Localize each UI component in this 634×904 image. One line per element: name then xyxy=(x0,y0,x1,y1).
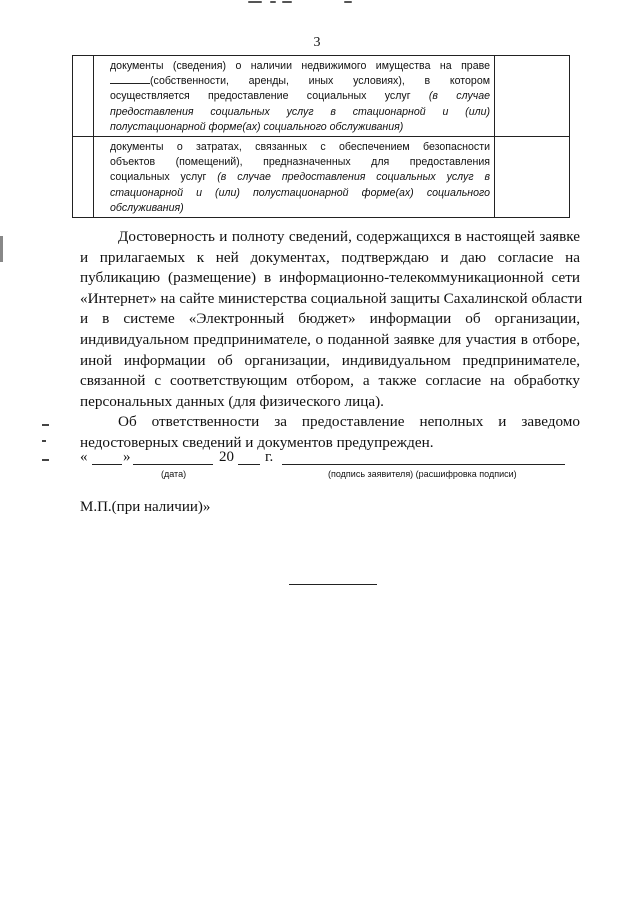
table-line: объектов (помещений), предназначенных для предоставления xyxy=(110,156,490,169)
scan-edge-mark xyxy=(0,236,3,262)
table-line: обслуживания) xyxy=(110,201,184,214)
scan-side-tick xyxy=(42,459,49,461)
date-caption: (дата) xyxy=(161,469,187,479)
paragraph-line: «Интернет» на сайте министерства социальной защиты Сахалинской области xyxy=(80,289,583,307)
blank-field xyxy=(110,74,150,84)
close-quote: » xyxy=(123,449,131,465)
paragraph-line: иной информации об организации, индивидуальном предпринимателе, xyxy=(80,351,580,369)
table-line: стационарной и (или) полустационарной форме(ах) социального xyxy=(110,186,490,199)
paragraph-line: персональных данных (для физического лица). xyxy=(80,392,384,410)
signature-caption: (подпись заявителя) (расшифровка подписи) xyxy=(328,469,517,479)
signature-blank xyxy=(282,464,565,465)
paragraph-line: недостоверных сведений и документов предупрежден. xyxy=(80,433,434,451)
month-blank xyxy=(133,464,213,465)
table-cell-description xyxy=(94,56,495,137)
table-line: осуществляется предоставление социальных услуг (в случае xyxy=(110,90,491,103)
table-line: документы (сведения) о наличии недвижимого имущества на праве xyxy=(110,60,490,72)
day-blank xyxy=(92,464,122,465)
table-line: документы о затратах, связанных с обеспечением безопасности xyxy=(110,141,490,154)
page-number: 3 xyxy=(313,35,321,50)
year-suffix: г. xyxy=(265,449,274,465)
signature-row xyxy=(80,449,580,469)
table-row xyxy=(73,56,570,137)
table-line: полустационарной форме(ах) социального обслуживания) xyxy=(110,120,404,133)
table-cell-number xyxy=(73,56,94,137)
table-cell-mark xyxy=(495,137,570,218)
paragraph-line: связанной с соответствующим отбором, а также согласие на обработку xyxy=(80,372,580,390)
scan-side-tick xyxy=(42,440,46,442)
table-line: предоставления социальных услуг в стационарной и (или) xyxy=(110,105,490,118)
declaration-text xyxy=(80,227,583,454)
table-cell-number xyxy=(73,137,94,218)
paragraph-line: индивидуальном предпринимателе, о поданной заявке для участия в отборе, xyxy=(80,330,580,348)
scan-side-tick xyxy=(42,424,49,426)
year-prefix: 20 xyxy=(219,449,234,465)
table-line: социальных услуг (в случае предоставления социальных услуг в xyxy=(110,171,490,184)
bottom-divider xyxy=(289,584,377,585)
documents-table xyxy=(72,55,570,218)
paragraph-line: Об ответственности за предоставление неполных и заведомо xyxy=(118,413,580,431)
table-row xyxy=(73,137,570,218)
paragraph-line: Достоверность и полноту сведений, содержащихся в настоящей заявке xyxy=(118,228,580,245)
paragraph-line: и прилагаемых к ней документах, подтверждаю и даю согласие на xyxy=(80,248,580,266)
year-blank xyxy=(238,464,260,465)
table-cell-mark xyxy=(495,56,570,137)
table-line: (собственности, аренды, иных условиях), в котором xyxy=(110,74,490,89)
table-cell-description xyxy=(94,137,495,218)
seal-note: М.П.(при наличии)» xyxy=(80,499,211,515)
paragraph-line: и в системе «Электронный бюджет» информации об организации, xyxy=(80,310,580,328)
paragraph-line: публикацию (размещение) в информационно-телекоммуникационной сети xyxy=(80,269,580,287)
open-quote: « xyxy=(80,449,88,465)
scan-artifact xyxy=(248,0,368,6)
